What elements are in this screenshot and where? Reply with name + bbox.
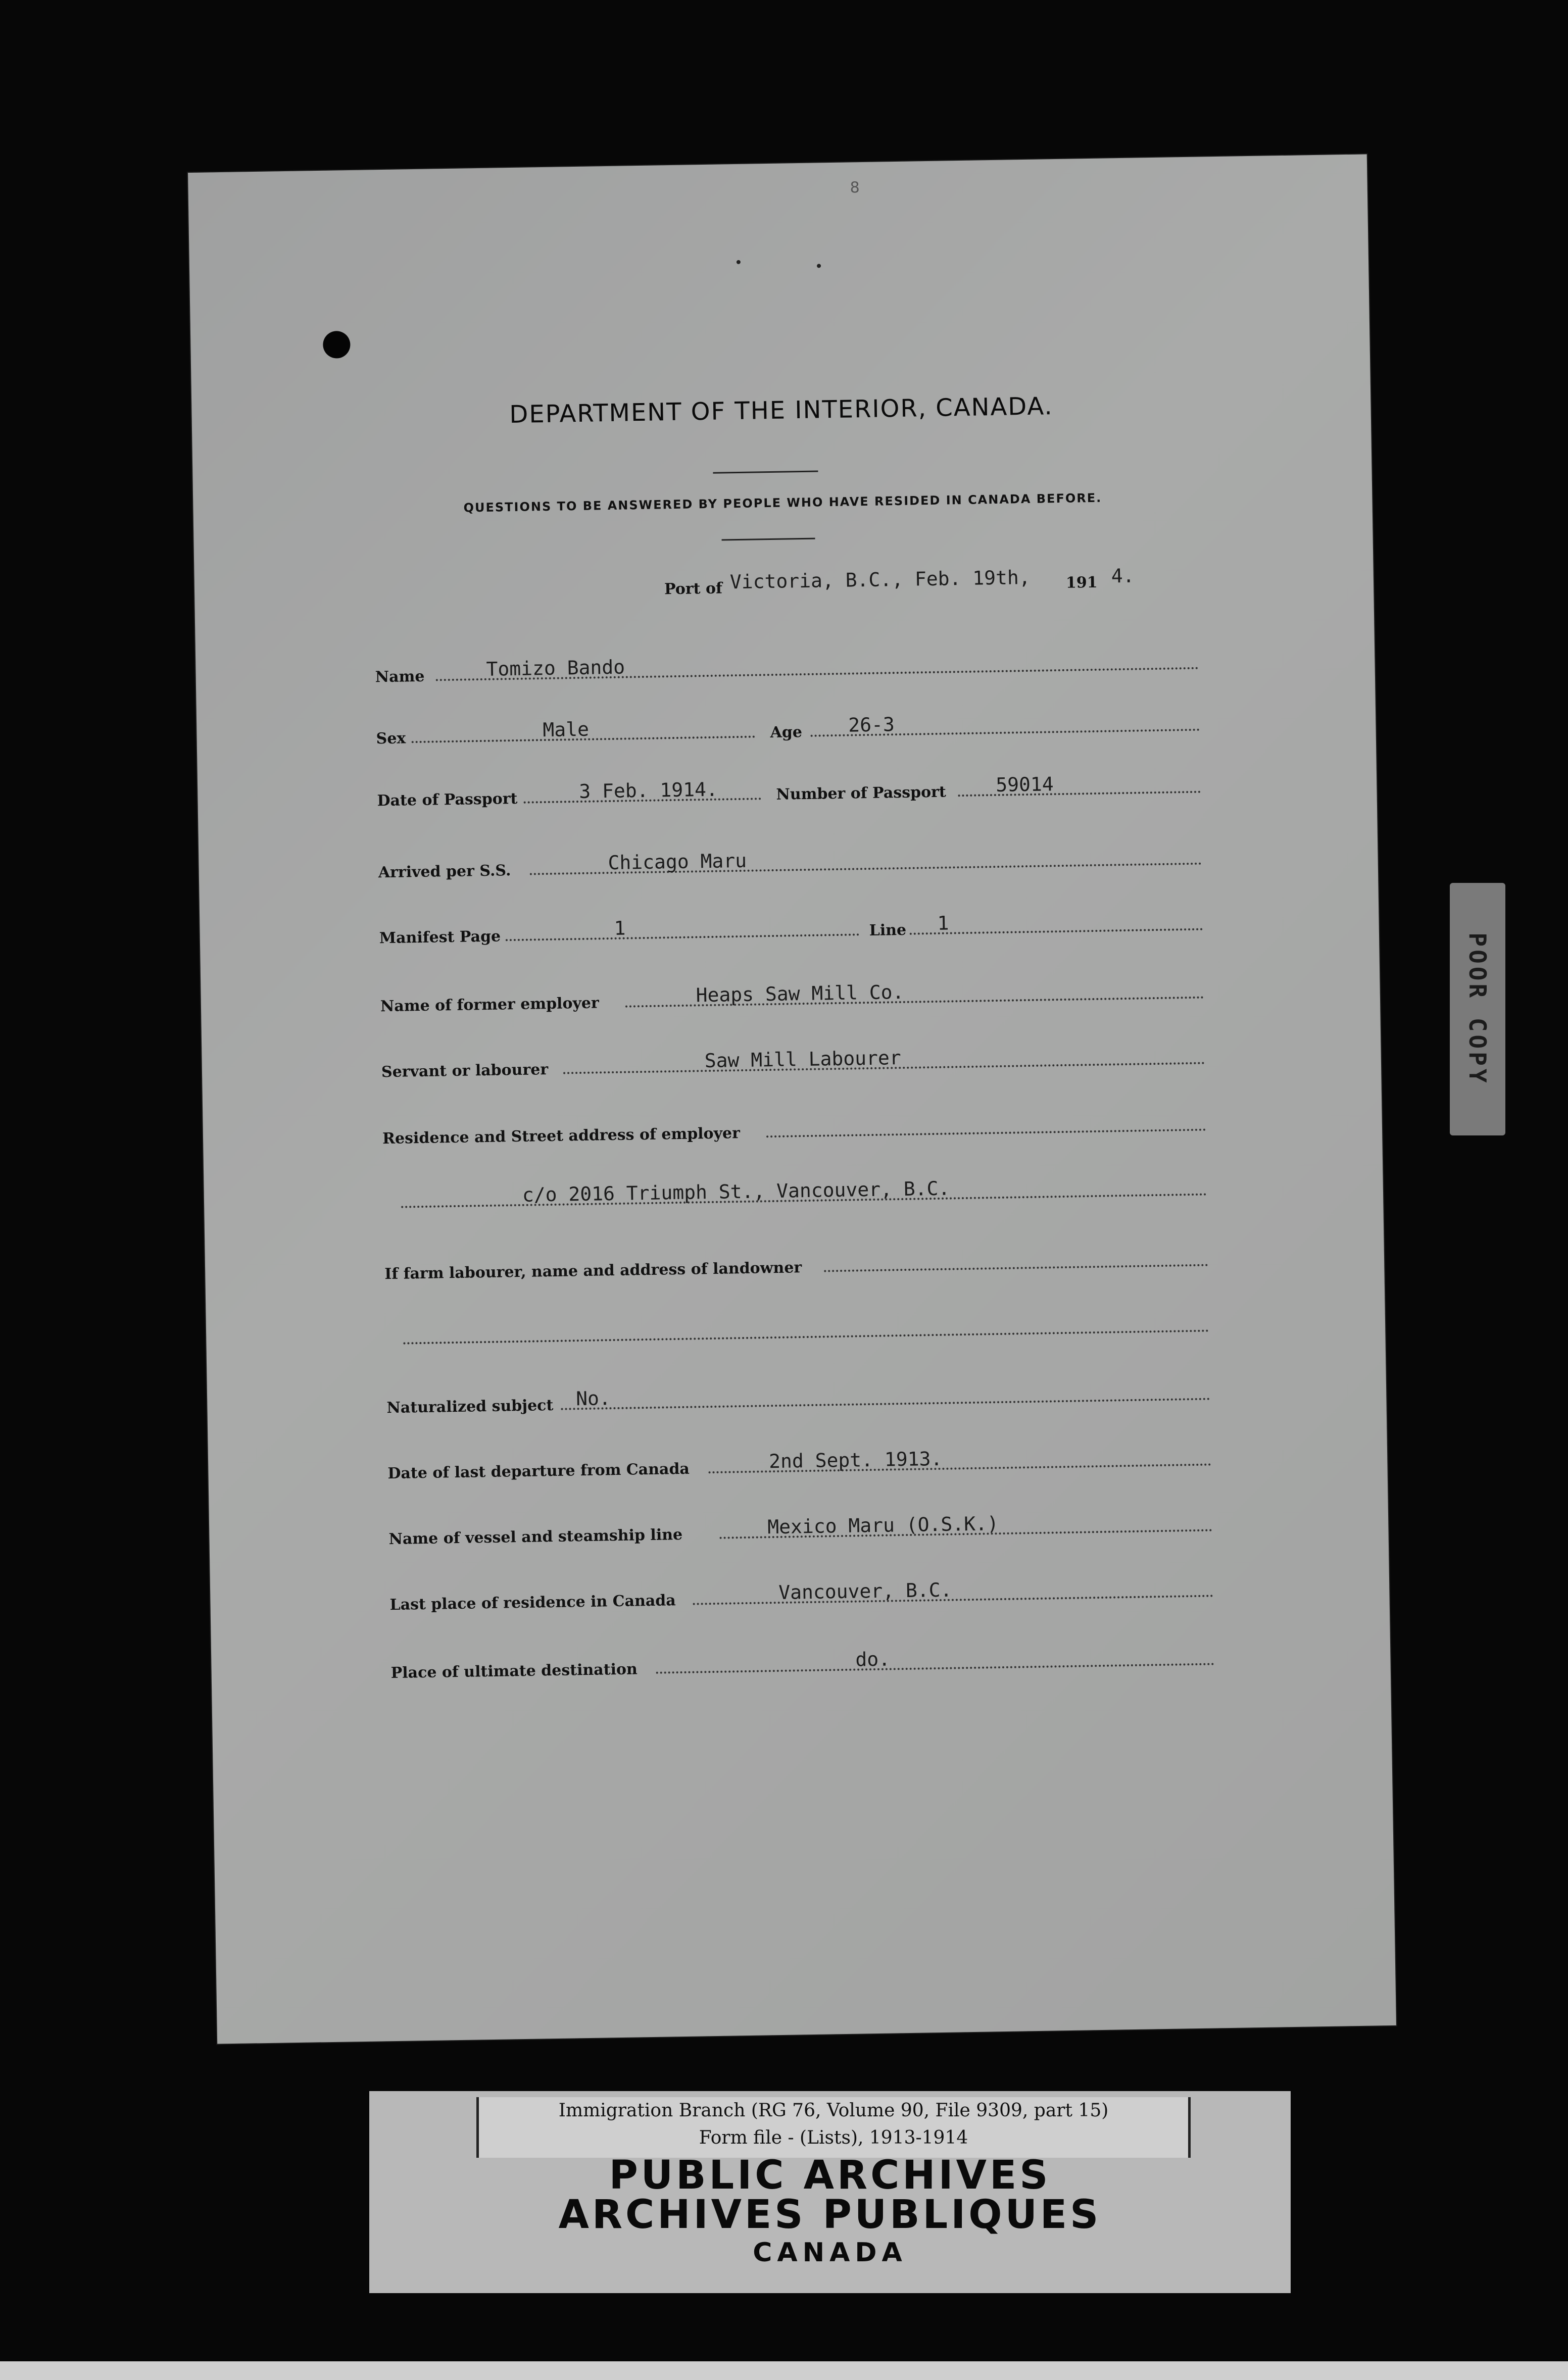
residence-field — [382, 1103, 1206, 1151]
farm-line — [824, 1264, 1208, 1272]
poor-copy-text: POOR COPY — [1464, 932, 1491, 1086]
last-departure-field — [387, 1437, 1211, 1486]
passport-date-label: Date of Passport — [377, 789, 518, 810]
port-value: Victoria, B.C., Feb. 19th, — [729, 566, 1031, 593]
vessel-field — [388, 1503, 1212, 1551]
former-employer-label: Name of former employer — [380, 994, 600, 1016]
destination-label: Place of ultimate destination — [390, 1660, 638, 1682]
naturalized-label: Naturalized subject — [386, 1396, 554, 1417]
line-label: Line — [869, 921, 907, 939]
vessel-value: Mexico Maru (O.S.K.) — [767, 1512, 999, 1539]
archive-ref-line1: Immigration Branch (RG 76, Volume 90, File 9309, part 15) — [558, 2100, 1109, 2121]
destination-line — [656, 1663, 1214, 1673]
passport-number-line — [958, 791, 1201, 797]
poor-copy-stamp — [1450, 883, 1505, 1135]
manifest-page-line — [506, 933, 859, 941]
manifest-page-label: Manifest Page — [379, 927, 501, 948]
archive-ref-line2: Form file - (Lists), 1913-1914 — [699, 2127, 968, 2148]
name-value: Tomizo Bando — [486, 656, 625, 680]
punch-hole — [323, 331, 351, 359]
passport-number-label: Number of Passport — [776, 783, 946, 804]
former-employer-field — [380, 970, 1204, 1019]
former-employer-value: Heaps Saw Mill Co. — [696, 980, 904, 1007]
passport-field — [377, 765, 1201, 813]
form-page — [188, 154, 1396, 2044]
destination-field — [390, 1637, 1214, 1685]
residence-label: Residence and Street address of employer — [382, 1124, 741, 1148]
arrived-label: Arrived per S.S. — [378, 862, 511, 882]
year-value: 4. — [1111, 564, 1135, 587]
last-residence-label: Last place of residence in Canada — [389, 1592, 676, 1614]
sex-age-field — [376, 703, 1200, 751]
department-heading: DEPARTMENT OF THE INTERIOR, CANADA. — [509, 392, 1054, 429]
line-value: 1 — [937, 912, 949, 934]
vessel-label: Name of vessel and steamship line — [388, 1525, 683, 1549]
servant-field — [381, 1036, 1205, 1084]
arrived-field — [378, 836, 1202, 885]
last-departure-value: 2nd Sept. 1913. — [768, 1447, 943, 1473]
questions-heading: QUESTIONS TO BE ANSWERED BY PEOPLE WHO HAVE RESIDED IN CANADA BEFORE. — [463, 490, 1102, 515]
port-label: Port of — [664, 579, 723, 599]
sex-value: Male — [543, 718, 590, 741]
archive-title-en: PUBLIC ARCHIVES — [609, 2153, 1051, 2198]
passport-date-value: 3 Feb. 1914. — [578, 778, 718, 803]
servant-label: Servant or labourer — [381, 1061, 549, 1081]
year-label: 191 — [1065, 573, 1098, 592]
passport-number-value: 59014 — [995, 773, 1054, 797]
naturalized-value: No. — [575, 1387, 611, 1410]
residence-value: c/o 2016 Triumph St., Vancouver, B.C. — [522, 1177, 950, 1206]
speck — [737, 260, 741, 264]
archive-label — [369, 2091, 1291, 2293]
last-residence-line — [693, 1595, 1213, 1605]
film-edge — [0, 2361, 1568, 2380]
age-value: 26-3 — [848, 713, 895, 736]
manifest-field — [379, 902, 1203, 951]
residence-value-field — [401, 1167, 1207, 1215]
destination-value: do. — [855, 1648, 891, 1671]
naturalized-line — [561, 1398, 1210, 1410]
archive-title-fr: ARCHIVES PUBLIQUES — [558, 2192, 1102, 2238]
residence-line — [766, 1129, 1206, 1138]
arrived-value: Chicago Maru — [608, 849, 747, 874]
name-label: Name — [375, 667, 425, 686]
heading-rule — [713, 470, 818, 473]
last-residence-field — [389, 1568, 1213, 1617]
last-departure-label: Date of last departure from Canada — [387, 1460, 690, 1483]
age-label: Age — [770, 723, 803, 742]
pencil-mark: 8 — [850, 179, 860, 197]
naturalized-field — [386, 1372, 1210, 1420]
last-residence-value: Vancouver, B.C. — [778, 1578, 952, 1604]
farm-line-2 — [403, 1330, 1209, 1345]
speck — [817, 264, 821, 268]
sex-label: Sex — [376, 729, 406, 748]
archive-country: CANADA — [753, 2238, 907, 2268]
archive-reference — [476, 2097, 1191, 2158]
servant-value: Saw Mill Labourer — [704, 1047, 901, 1072]
manifest-page-value: 1 — [614, 917, 626, 939]
line-line — [910, 928, 1203, 935]
name-field — [375, 641, 1199, 689]
questions-rule — [722, 538, 815, 541]
farm-label: If farm labourer, name and address of landowner — [384, 1259, 802, 1283]
farm-line-2-field — [403, 1304, 1209, 1352]
port-field — [664, 558, 1195, 601]
farm-field — [384, 1238, 1208, 1286]
